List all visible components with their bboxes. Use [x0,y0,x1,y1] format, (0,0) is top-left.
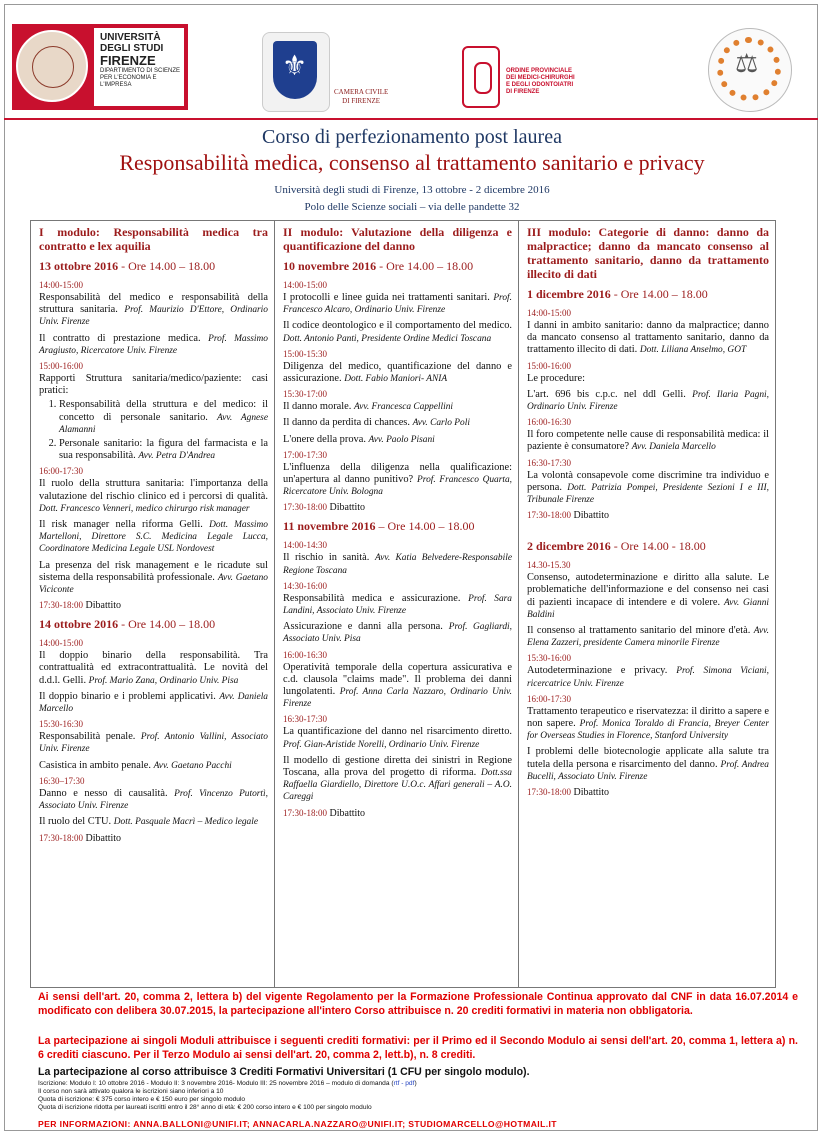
time-slot: 16:30-17:30 [283,714,327,725]
module-3-title: III modulo: Categorie di danno: danno da malpractice; danno da mancato consenso al trattamento sanitario, danno da trattamento illecito di dati [527,225,769,281]
speaker: Prof. Francesco Quarta, Ricercatore Univ. Bologna [283,475,512,498]
time-slot: 15:00-16:00 [527,360,571,371]
ordine-medici-logo [462,46,612,114]
session-item: Il ruolo del CTU. Dott. Pasquale Macrì – Medico legale [39,816,259,828]
session-item: Il rischio in sanità. Avv. Katia Belvedere-Responsabile Regione Toscana [283,552,512,576]
speaker: Avv. Daniela Marcello [631,442,716,453]
course-location: Polo delle Scienze sociali – via delle pandette 32 [304,201,520,213]
unifi-seal-icon [16,30,88,102]
speaker: Prof. Mario Zana, Ordinario Univ. Pisa [88,675,239,686]
time-slot: 15:30-16:00 [527,653,571,664]
debate-slot: 17:30-18:00 Dibattito [283,807,366,819]
session-item: I danni in ambito sanitario: danno da malpractice; danno da mancato consenso al trattamento sanitario, danno da trattamento illecito di dati. Dott. Liliana Anselmo, GOT [527,320,769,356]
day-date [39,259,268,273]
unifi-logo [12,24,188,110]
session-item: Responsabilità penale. Prof. Antonio Vallini, Associato Univ. Firenze [39,731,268,755]
speaker: Prof. Vincenzo Putortì, Associato Univ. Firenze [39,788,268,812]
speaker: Avv. Francesca Cappellini [354,402,454,413]
time-slot: 16:30-17:30 [527,457,571,468]
speaker: Prof. Antonio Vallini, Associato Univ. Firenze [39,732,268,755]
module-2-column [275,221,519,987]
day-date-label: 1 dicembre 2016 [527,287,611,301]
session-item: Diligenza del medico, quantificazione del danno e assicurazione. Dott. Fabio Maniori- ANIA [283,360,512,385]
list-item: 1. Responsabilità della struttura e del medico: il concetto di personale sanitario. Avv. Agnese Alamanni [59,399,268,436]
day-hours: - Ore 14.00 – 18.00 [376,259,474,273]
speaker: Dott. Pasquale Macrì – Medico legale [113,817,259,828]
day-hours: - Ore 14.00 – 18.00 [118,259,216,273]
time-slot: 16:00-17:30 [39,466,83,477]
day-date-label: 13 ottobre 2016 [39,259,119,273]
day-date [283,519,512,533]
time-slot: 14:00-15:00 [527,308,571,318]
camera-civile-label [334,88,388,106]
session-item: Il doppio binario e i problemi applicativi. Avv. Daniela Marcello [39,690,268,715]
session-item: Il danno da perdita di chances. Avv. Carlo Poli [283,417,470,429]
unifi-name-2: DEGLI STUDI [100,43,164,54]
camera-minorile-logo [708,28,792,112]
session-item: Il danno morale. Avv. Francesca Cappellini [283,401,454,413]
day-date [39,617,268,631]
session-item: Il doppio binario della responsabilità. Tra contrattualità ed extracontrattualità. Le novità del d.d.l. Gelli. Prof. Mario Zana, Ordinario Univ. Pisa [39,650,268,686]
speaker: Prof. Monica Toraldo di Francia, Breyer Center for Overseas Studies in Florence, Stanford University [527,719,769,742]
speaker: Prof. Gagliardi, Associato Univ. Pisa [283,622,512,645]
speaker: Prof. Ilaria Pagni, Ordinario Univ. Firenze [527,389,769,413]
session-item: La quantificazione del danno nel risarcimento diretto. Prof. Gian-Aristide Norelli, Ordinario Univ. Firenze [283,726,512,750]
speaker: Avv. Carlo Poli [412,418,470,429]
speaker: Prof. Francesco Alcaro, Ordinario Univ. Firenze [283,293,512,316]
time-slot: 15:30-17:00 [283,389,327,400]
day-date-label: 14 ottobre 2016 [39,617,119,632]
unifi-name-3: FIRENZE [100,53,156,68]
application-form-link[interactable]: rtf - pdf [393,1080,415,1087]
contact-info: PER INFORMAZIONI: ANNA.BALLONI@UNIFI.IT; ANNACARLA.NAZZARO@UNIFI.IT; STUDIOMARCELLO@HOTMAIL.IT [38,1119,557,1129]
session-item: Consenso, autodeterminazione e diritto alla salute. Le problematiche dell'informazione e del consenso nei casi di pazienti incapace di intendere e di volere. Avv. Gianni Baldini [527,572,769,620]
speaker: Prof. Andrea Bucelli, Associato Univ. Firenze [527,759,769,782]
ordine-line-3: E DEGLI ODONTOIATRI [506,82,574,88]
logo-bar [4,18,818,118]
cfu-note: La partecipazione al corso attribuisce 3 Crediti Formativi Universitari (1 CFU per singolo modulo). [38,1066,530,1078]
reduced-fee-note: Quota di iscrizione ridotta per laureati iscritti entro il 28° anno di età: € 200 corso intero e € 100 per singolo modulo [38,1104,372,1111]
camera-civile-logo [262,32,330,112]
time-slot: 14:30-16:00 [283,580,327,591]
time-slot: 14.30-15.30 [527,560,571,571]
speaker: Prof. Maurizio D'Ettore, Ordinario Univ. Firenze [39,305,268,328]
speaker: Avv. Katia Belvedere-Responsabile Regione Toscana [283,553,512,576]
session-item: Responsabilità del medico e responsabilità della struttura sanitaria. Prof. Maurizio D'Ettore, Ordinario Univ. Firenze [39,292,268,328]
speaker: Avv. Gianni Baldini [527,597,769,620]
enrollment-info: Iscrizione: Modulo I: 10 ottobre 2016 - Modulo II: 3 novembre 2016- Modulo III: 25 novembre 2016 – modulo di domanda (rtf - pdf) Il corso non sarà attivato qualora le iscrizioni siano inferiori a 10 Quota di iscrizione: € 375 corso intero e € 150 euro per singolo modulo Quota di iscrizione ridotta per laureati iscritti entro il 28° anno di età: € 200 corso intero e € 100 per singolo modulo [38,1080,798,1112]
time-slot: 16:00-16:30 [527,417,571,428]
ordine-line-2: DEI MEDICI-CHIRURGHI [506,75,575,81]
speaker: Dott. Francesco Venneri, medico chirurgo risk manager [39,503,250,514]
unifi-dept: DIPARTIMENTO DI SCIENZE PER L'ECONOMIA E L'IMPRESA [100,68,181,88]
course-dates: Università degli studi di Firenze, 13 ottobre - 2 dicembre 2016 [274,184,550,196]
session-item: Danno e nesso di causalità. Prof. Vincenzo Putortì, Associato Univ. Firenze [39,787,268,812]
camera-label-1: CAMERA CIVILE [334,88,389,96]
session-item: L'influenza della diligenza nella qualificazione: un'apertura al danno punitivo? Prof. Francesco Quarta, Ricercatore Univ. Bologna [283,461,512,498]
time-slot: 16:00-16:30 [283,649,327,660]
speaker: Avv. Gaetano Viciconte [39,572,268,596]
day-date [283,259,512,273]
session-item: Assicurazione e danni alla persona. Prof. Gagliardi, Associato Univ. Pisa [283,621,512,645]
time-slot: 14:00-15:00 [39,280,83,290]
activation-note: Il corso non sarà attivato qualora le iscrizioni siano inferiori a 10 [38,1088,224,1095]
session-item: I problemi delle biotecnologie applicate alla salute tra tutela della persona e risarcimento del danno. Prof. Andrea Bucelli, Associato Univ. Firenze [527,746,769,782]
session-item: Operatività temporale della copertura assicurativa e c.d. clausola "claims made". Il problema dei danni lungolatenti. Prof. Anna Carla Nazzaro, Ordinario Univ. Firenze [283,661,512,710]
speaker: Avv. Petra D'Andrea [138,451,216,462]
time-slot: 14:00-15:00 [39,638,83,649]
ordine-line-4: DI FIRENZE [506,89,540,95]
session-item: La volontà consapevole come discrimine tra individuo e persona. Dott. Patrizia Pompei, Presidente Sezioni I e III, Tribunale Firenze [527,469,769,506]
day-date-label: 2 dicembre 2016 [527,539,611,554]
speaker: Avv. Daniela Marcello [39,691,268,715]
session-item: I protocolli e linee guida nei trattamenti sanitari. Prof. Francesco Alcaro, Ordinario Univ. Firenze [283,292,512,316]
module-1-column [31,221,275,987]
session-item: Il foro competente nelle cause di responsabilità medica: il paziente è consumatore? Avv. Daniela Marcello [527,429,769,453]
course-type: Corso di perfezionamento post laurea [262,126,562,148]
session-item: L'onere della prova. Avv. Paolo Pisani [283,433,435,445]
header-divider [4,118,818,120]
speaker: Avv. Agnese Alamanni [59,412,268,435]
time-slot: 15:30-16:30 [39,719,83,730]
camera-label-2: DI FIRENZE [342,97,381,105]
day-date-label: 10 novembre 2016 [283,259,377,273]
time-slot: 15:00-15:30 [283,348,327,359]
unifi-name-1: UNIVERSITÀ [100,32,161,43]
speaker: Dott. Patrizia Pompei, Presidente Sezioni I e III, Tribunale Firenze [527,482,769,506]
session-item: La presenza del risk management e le ricadute sul sistema della responsabilità professionale. Avv. Gaetano Viciconte [39,559,268,596]
time-slot: 15:00-16:00 [39,361,83,372]
credits-note-full: Ai sensi dell'art. 20, comma 2, lettera b) del vigente Regolamento per la Formazione Professionale Continua approvato dal CNF in data 16.07.2014 e modificato con delibera 30.07.2015, la partecipazione all'intero Corso attribuisce n. 20 crediti formativi in materia non obbligatoria. [38,991,798,1017]
session-item: Il ruolo della struttura sanitaria: l'importanza della valutazione del rischio clinico ed i percorsi di qualità. Dott. Francesco Venneri, medico chirurgo risk manager [39,478,268,514]
ordine-line-1: ORDINE PROVINCIALE [506,68,573,74]
speaker: Prof. Simona Viciani, ricercatrice Univ. Firenze [527,666,770,689]
session-item: Casistica in ambito penale. Avv. Gaetano Pacchi [39,759,232,771]
time-slot: 16:30–17:30 [39,775,85,786]
speaker: Prof. Gian-Aristide Norelli, Ordinario Univ. Firenze [283,739,480,750]
session-item: Responsabilità medica e assicurazione. Prof. Sara Landini, Associato Univ. Firenze [283,592,512,617]
debate-slot: 17:30-18:00 Dibattito [527,510,610,522]
session-item: Il contratto di prestazione medica. Prof. Massimo Aragiusto, Ricercatore Univ. Firenze [39,332,268,356]
debate-slot: 17:30-18:00 Dibattito [527,787,610,799]
session-item: Il consenso al trattamento sanitario del minore d'età. Avv. Elena Zazzeri, presidente Camera minorile Firenze [527,625,769,649]
ordine-mark-icon [462,46,500,108]
fee-note: Quota di iscrizione: € 375 corso intero e € 150 euro per singolo modulo [38,1096,246,1103]
fleur-de-lis-icon [273,41,317,99]
time-slot: 14:00-15:00 [283,280,327,290]
session-item: Il modello di gestione diretta dei sinistri in Regione Toscana, alla prova del progetto di riforma. Dott.ssa Raffaella Giardiello, Direttore U.O.c. Affari generali – A.O. Careggi [283,754,512,803]
session-item: Il risk manager nella riforma Gelli. Dott. Massimo Martelloni, Direttore S.C. Medicina Legale Lucca, Coordinatore Medicina Legale USL Nordovest [39,519,268,555]
day-hours: – Ore 14.00 – 18.00 [375,519,475,534]
day-hours: - Ore 14.00 – 18.00 [118,617,216,632]
session-item: Rapporti Struttura sanitaria/medico/paziente: casi pratici: 1. Responsabilità della struttura e del medico: il concetto di personale sanitario. Avv. Agnese Alamanni 2. Personale sanitario: la figura del farmacista e la sua responsabilità. Avv. Petra D'Andrea [39,373,268,462]
module-3-column [519,221,775,987]
time-slot: 14:00-14:30 [283,540,327,551]
speaker: Dott.ssa Raffaella Giardiello, Direttore U.O.c. Affari generali – A.O. Careggi [283,768,512,803]
debate-slot: 17:30-18:00 Dibattito [283,502,366,514]
time-slot: 17:00-17:30 [283,449,327,460]
course-title: Responsabilità medica, consenso al trattamento sanitario e privacy [119,150,705,175]
speaker: Dott. Liliana Anselmo, GOT [639,345,747,356]
time-slot: 16:00-17:30 [527,693,571,704]
speaker: Avv. Elena Zazzeri, presidente Camera minorile Firenze [527,626,769,649]
speaker: Dott. Massimo Martelloni, Direttore S.C. Medicina Legale Lucca, Coordinatore Medicina Legale USL Nordovest [39,520,268,555]
session-item: Trattamento terapeutico e riservatezza: il diritto a sapere e non sapere. Prof. Monica Toraldo di Francia, Breyer Center for Overseas Studies in Florence, Stanford University [527,705,769,742]
speaker: Prof. Sara Landini, Associato Univ. Firenze [283,593,512,617]
speaker: Dott. Fabio Maniori- ANIA [344,374,448,385]
day-date-label: 11 novembre 2016 [283,519,376,534]
list-item: 2. Personale sanitario: la figura del farmacista e la sua responsabilità. Avv. Petra D'Andrea [59,438,268,462]
program-table [30,220,776,988]
day-hours: - Ore 14.00 – 18.00 [610,287,708,301]
day-hours: - Ore 14.00 - 18.00 [610,539,706,554]
session-item: Autodeterminazione e privacy. Prof. Simona Viciani, ricercatrice Univ. Firenze [527,665,770,689]
debate-slot: 17:30-18:00 Dibattito [39,600,122,612]
day-date [527,287,769,301]
day-date [527,539,769,553]
credits-note-modules: La partecipazione ai singoli Moduli attribuisce i seguenti crediti formativi: per il Primo ed il Secondo Modulo ai sensi dell'art. 20, comma 1, lettera a) n. 6 crediti ciascuno. Per il Terzo Modulo ai sensi dell'art. 20, comma 2, lett.b), n. 8 crediti. [38,1035,798,1061]
speaker: Prof. Anna Carla Nazzaro, Ordinario Univ. Firenze [283,687,512,710]
module-2-title: II modulo: Valutazione della diligenza e quantificazione del danno [283,225,512,253]
session-item: L'art. 696 bis c.p.c. nel ddl Gelli. Prof. Ilaria Pagni, Ordinario Univ. Firenze [527,388,769,413]
speaker: Avv. Gaetano Pacchi [153,760,232,771]
session-item: Le procedure: [527,372,585,384]
speaker: Prof. Massimo Aragiusto, Ricercatore Univ. Firenze [39,333,268,356]
session-item: Il codice deontologico e il comportamento del medico. Dott. Antonio Panti, Presidente Ordine Medici Toscana [283,320,512,344]
speaker: Dott. Antonio Panti, Presidente Ordine Medici Toscana [283,333,492,344]
module-1-title: I modulo: Responsabilità medica tra contratto e lex aquilia [39,225,268,253]
debate-slot: 17:30-18:00 Dibattito [39,832,122,844]
speaker: Avv. Paolo Pisani [368,434,435,445]
